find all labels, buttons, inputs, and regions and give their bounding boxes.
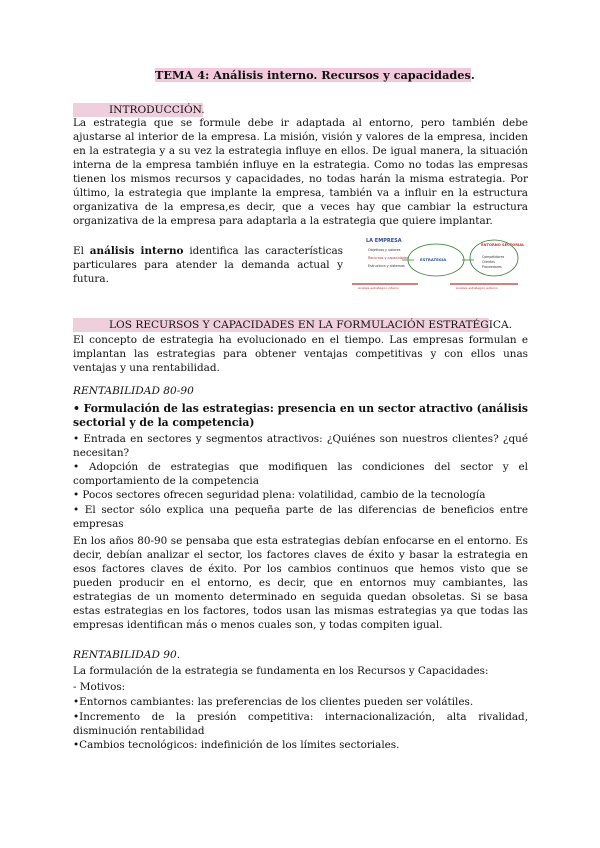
rentabilidad-80-90-label: RENTABILIDAD 80-90 bbox=[73, 385, 194, 397]
diagram-right-item: Proveedores bbox=[482, 265, 502, 269]
strategy-diagram bbox=[350, 232, 525, 292]
bullet-item: • Pocos sectores ofrecen seguridad plena: volatilidad, cambio de la tecnología bbox=[73, 489, 486, 501]
resources-heading: LOS RECURSOS Y CAPACIDADES EN LA FORMULACIÓN ESTRATÉGICA. bbox=[109, 319, 513, 331]
rent-90-intro: La formulación de la estrategia se fundamenta en los Recursos y Capacidades: bbox=[73, 665, 489, 677]
analysis-paragraph bbox=[73, 244, 343, 286]
diagram-left-item: Objetivos y valores bbox=[368, 248, 401, 252]
page-title bbox=[155, 68, 475, 82]
diagram-left-item: Recursos y capacidades bbox=[368, 256, 409, 260]
title-text: TEMA 4: Análisis interno. Recursos y capacidades bbox=[155, 68, 471, 82]
analysis-prefix: El bbox=[73, 245, 90, 257]
bullet-item: • El sector sólo explica una pequeña parte de las diferencias de beneficios entre empresas bbox=[73, 504, 528, 530]
analysis-bold: análisis interno bbox=[89, 245, 184, 257]
diagram-left-footer: Análisis estratégico interno bbox=[358, 286, 399, 290]
diagram-left-item: Estructura y sistemas bbox=[368, 264, 405, 268]
rent-80-90-paragraph: En los años 80-90 se pensaba que esta estrategias debían enfocarse en el entorno. Es decir, debían analizar el sector, los factores claves de éxito y basar la estrategia en esos factores claves de éxito. Por los cambios continuos que hemos visto que se pueden producir en el entorno, es decir, que en entornos muy cambiantes, las estrategias de un momento determinado en seguida quedan obsoletas. Si se basa estas estrategias en los factores, todos usan las mismas estrategias ya que todas las empresas identifican más o menos cuales son, y todas compiten igual. bbox=[73, 535, 528, 631]
rentabilidad-90-label: RENTABILIDAD 90. bbox=[73, 649, 181, 661]
resources-heading-bar bbox=[73, 318, 513, 332]
resources-paragraph: El concepto de estrategia ha evolucionado en el tiempo. Las empresas formulan e implantan las estrategias para obtener ventajas competitivas y con ellos unas ventajas y una rentabilidad. bbox=[73, 334, 528, 374]
diagram-center-label: ESTRATEGIA bbox=[420, 257, 447, 262]
bullet-item: • Entrada en sectores y segmentos atractivos: ¿Quiénes son nuestros clientes? ¿qué necesitan? bbox=[73, 433, 528, 459]
intro-heading-bar bbox=[73, 103, 203, 117]
diagram-right-item: Competidores bbox=[482, 255, 505, 259]
bullet-bold: • Formulación de las estrategias: presencia en un sector atractivo (análisis sectorial y de la competencia) bbox=[73, 402, 528, 429]
analysis-rest: identifica las características particulares para atender la demanda actual y futura. bbox=[73, 245, 343, 285]
motivo-item: •Entornos cambiantes: las preferencias de los clientes pueden ser volátiles. bbox=[73, 696, 474, 708]
motivo-item: •Incremento de la presión competitiva: internacionalización, alta rivalidad, disminución rentabilidad bbox=[73, 711, 528, 737]
intro-heading: INTRODUCCIÓN. bbox=[109, 104, 205, 116]
motivos-label: - Motivos: bbox=[73, 681, 126, 693]
motivo-item: •Cambios tecnológicos: indefinición de los límites sectoriales. bbox=[73, 739, 400, 751]
diagram-right-item: Clientes bbox=[482, 260, 495, 264]
diagram-left-title: LA EMPRESA bbox=[366, 238, 402, 244]
diagram-right-title: ENTORNO SECTORIAL bbox=[481, 243, 525, 247]
diagram-right-footer: Análisis estratégico externo bbox=[456, 286, 498, 290]
intro-paragraph: La estrategia que se formule debe ir adaptada al entorno, pero también debe ajustarse al interior de la empresa. La misión, visión y valores de la empresa, inciden en la estrategia y a su vez la estrategia influye en ellos. De igual manera, la situación interna de la empresa también influye en la estrategia. Como no todas las empresas tienen los mismos recursos y capacidades, no todas harán la misma estrategia. Por último, la estrategia que implante la empresa, también va a influir en la estructura organizativa de la empresa,es decir, que a veces hay que cambiar la estructura organizativa de la empresa para adaptarla a la estrategia que quiere implantar. bbox=[73, 117, 528, 227]
title-period: . bbox=[470, 68, 475, 82]
bullet-item: • Adopción de estrategias que modifiquen las condiciones del sector y el comportamiento de la competencia bbox=[73, 461, 528, 487]
